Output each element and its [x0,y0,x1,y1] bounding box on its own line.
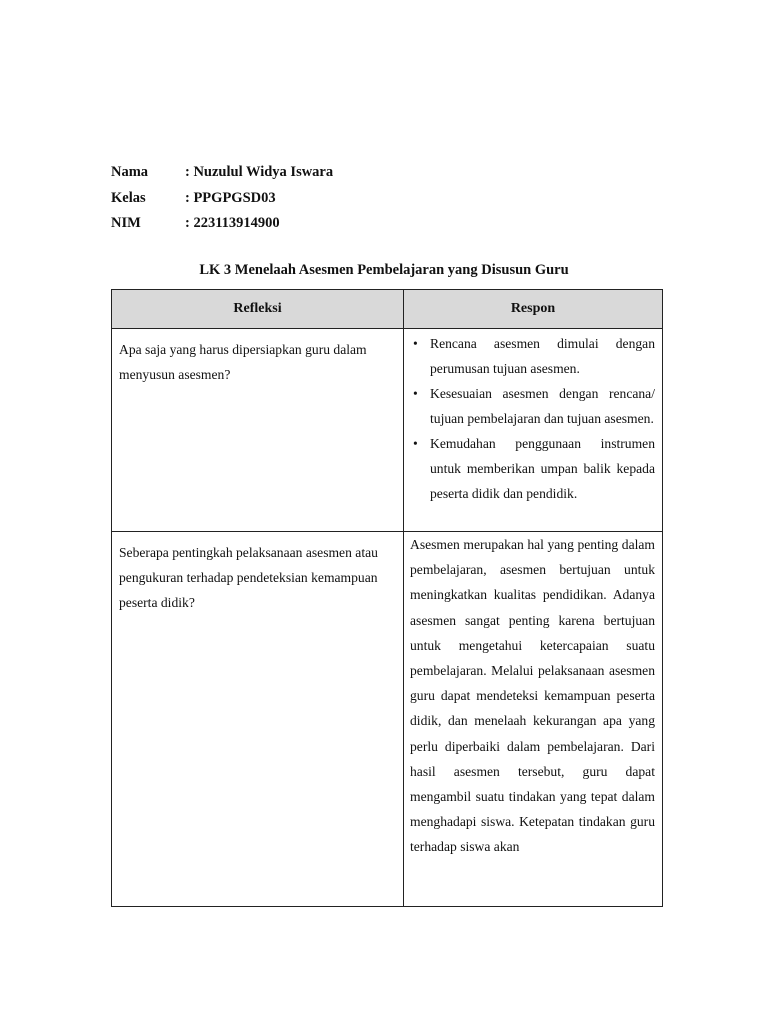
question-cell: Seberapa pentingkah pelaksanaan asesmen atau pengukuran terhadap pendeteksian kemampuan peserta didik? [112,532,404,907]
table-row [112,329,663,532]
response-cell [404,532,663,907]
document-title: LK 3 Menelaah Asesmen Pembelajaran yang Disusun Guru [199,262,569,278]
class-row [111,186,333,212]
name-label: Nama [111,164,149,181]
column-header-refleksi: Refleksi [112,290,404,329]
table-header-row [112,290,663,329]
reflection-table [111,289,663,907]
name-row [111,160,333,186]
nim-row [111,211,333,237]
response-cell [404,329,663,532]
table-row [112,532,663,907]
response-paragraph: Asesmen merupakan hal yang penting dalam pembelajaran, asesmen bertujuan untuk meningkatkan kualitas pendidikan. Adanya asesmen sangat penting karena bertujuan untuk mengetahui ketercapaian suatu pembelajaran. Melalui pelaksanaan asesmen guru dapat mendeteksi kemampuan peserta didik, dan menelaah kekurangan apa yang perlu diperbaiki dalam pembelajaran. Dari hasil asesmen tersebut, guru dapat mengambil suatu tindakan yang tepat dalam menghadapi siswa. Ketepatan tindakan guru terhadap siswa akan [410,537,655,855]
response-bullet-list [410,331,655,506]
column-header-respon: Respon [404,290,663,329]
list-item: • Kesesuaian asesmen dengan rencana/ tujuan pembelajaran dan tujuan asesmen. [410,381,655,431]
class-value: : PPGPGSD03 [185,189,276,206]
nim-label: NIM [111,215,141,232]
question-cell: Apa saja yang harus dipersiapkan guru dalam menyusun asesmen? [112,329,404,532]
identity-block [111,160,333,237]
name-value: : Nuzulul Widya Iswara [185,164,334,181]
list-item: • Rencana asesmen dimulai dengan perumusan tujuan asesmen. [410,331,655,381]
nim-value: : 223113914900 [185,215,280,232]
class-label: Kelas [111,189,146,206]
list-item: • Kemudahan penggunaan instrumen untuk memberikan umpan balik kepada peserta didik dan pendidik. [410,431,655,506]
